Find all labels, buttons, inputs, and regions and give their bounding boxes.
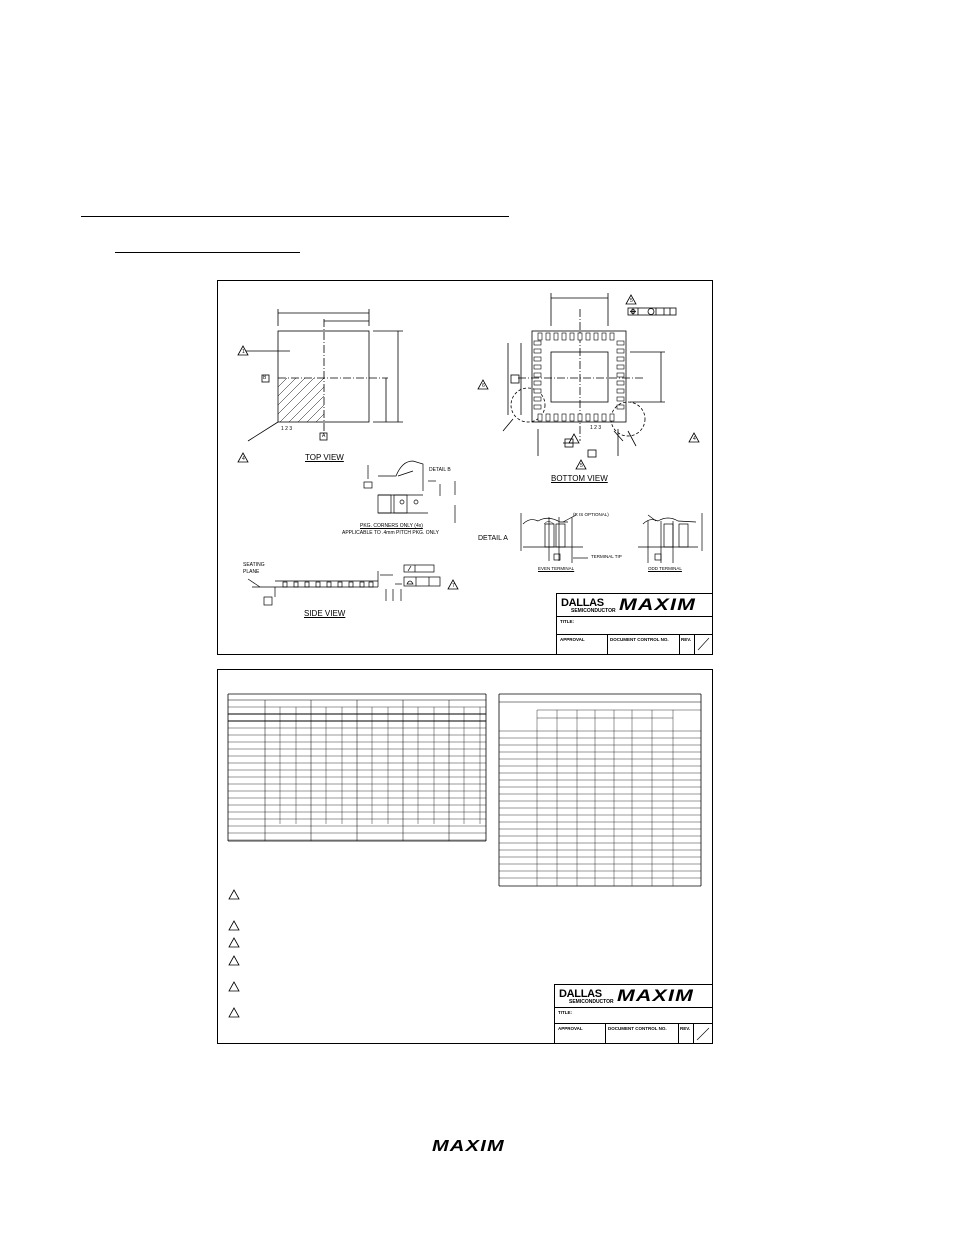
note-marker-4-right: 4 <box>693 436 696 442</box>
note-marker-7: 7 <box>452 583 455 589</box>
applicable-note: APPLICABLE TO .4mm PITCH PKG. ONLY <box>342 530 439 536</box>
side-view-label: SIDE VIEW <box>304 609 346 618</box>
top-view-pin-numbers: 1 2 3 <box>281 426 293 432</box>
odd-terminal-label: ODD TERMINAL <box>648 566 682 571</box>
package-outline-drawing <box>217 280 713 655</box>
top-view-label: TOP VIEW <box>305 453 344 462</box>
dallas-logo: DALLAS <box>559 988 602 1000</box>
note-marker-6: 6 <box>482 383 485 389</box>
dallas-logo: DALLAS <box>561 597 604 609</box>
note-marker-1: 1 <box>242 349 245 355</box>
document-control-label: DOCUMENT CONTROL NO. <box>608 1026 667 1031</box>
dallas-subtitle: SEMICONDUCTOR <box>569 999 614 1005</box>
maxim-logo: MAXIM <box>617 986 695 1005</box>
dimension-table-sheet <box>217 669 713 1044</box>
terminal-tip-note: TERMINAL TIP <box>591 554 622 559</box>
datum-label-b: B <box>263 375 267 381</box>
document-control-label: DOCUMENT CONTROL NO. <box>610 637 669 642</box>
bottom-view-label: BOTTOM VIEW <box>551 474 608 483</box>
title-block <box>556 593 713 655</box>
header-rule-short <box>115 252 300 253</box>
r-optional-note: (R IS OPTIONAL) <box>573 512 609 517</box>
detail-a-label: DETAIL A <box>478 535 508 542</box>
rev-label: REV. <box>681 637 692 642</box>
datum-label-a: A <box>322 433 326 439</box>
note-marker-5-frame: 5 <box>630 298 633 304</box>
note-marker-5-bottom: 5 <box>580 463 583 469</box>
title-label: TITLE: <box>560 619 574 624</box>
even-terminal-label: EVEN TERMINAL <box>538 566 575 571</box>
seating-plane-label-2: PLANE <box>243 569 260 575</box>
rev-label: REV. <box>680 1026 691 1031</box>
seating-plane-label-1: SEATING <box>243 562 265 568</box>
corners-note: PKG. CORNERS ONLY (4x) <box>360 523 423 529</box>
title-label: TITLE: <box>558 1010 572 1015</box>
header-rule-long <box>81 216 509 217</box>
maxim-logo: MAXIM <box>619 595 697 614</box>
note-triangles <box>226 885 266 1045</box>
approval-label: APPROVAL <box>560 637 585 642</box>
approval-label: APPROVAL <box>558 1026 583 1031</box>
maxim-footer-logo: MAXIM <box>432 1138 505 1155</box>
dallas-subtitle: SEMICONDUCTOR <box>571 608 616 614</box>
note-marker-4: 4 <box>242 456 245 462</box>
detail-b-label: DETAIL B <box>429 467 451 473</box>
title-block-2 <box>554 984 713 1044</box>
bottom-view-pin-numbers: 1 2 3 <box>590 425 602 431</box>
